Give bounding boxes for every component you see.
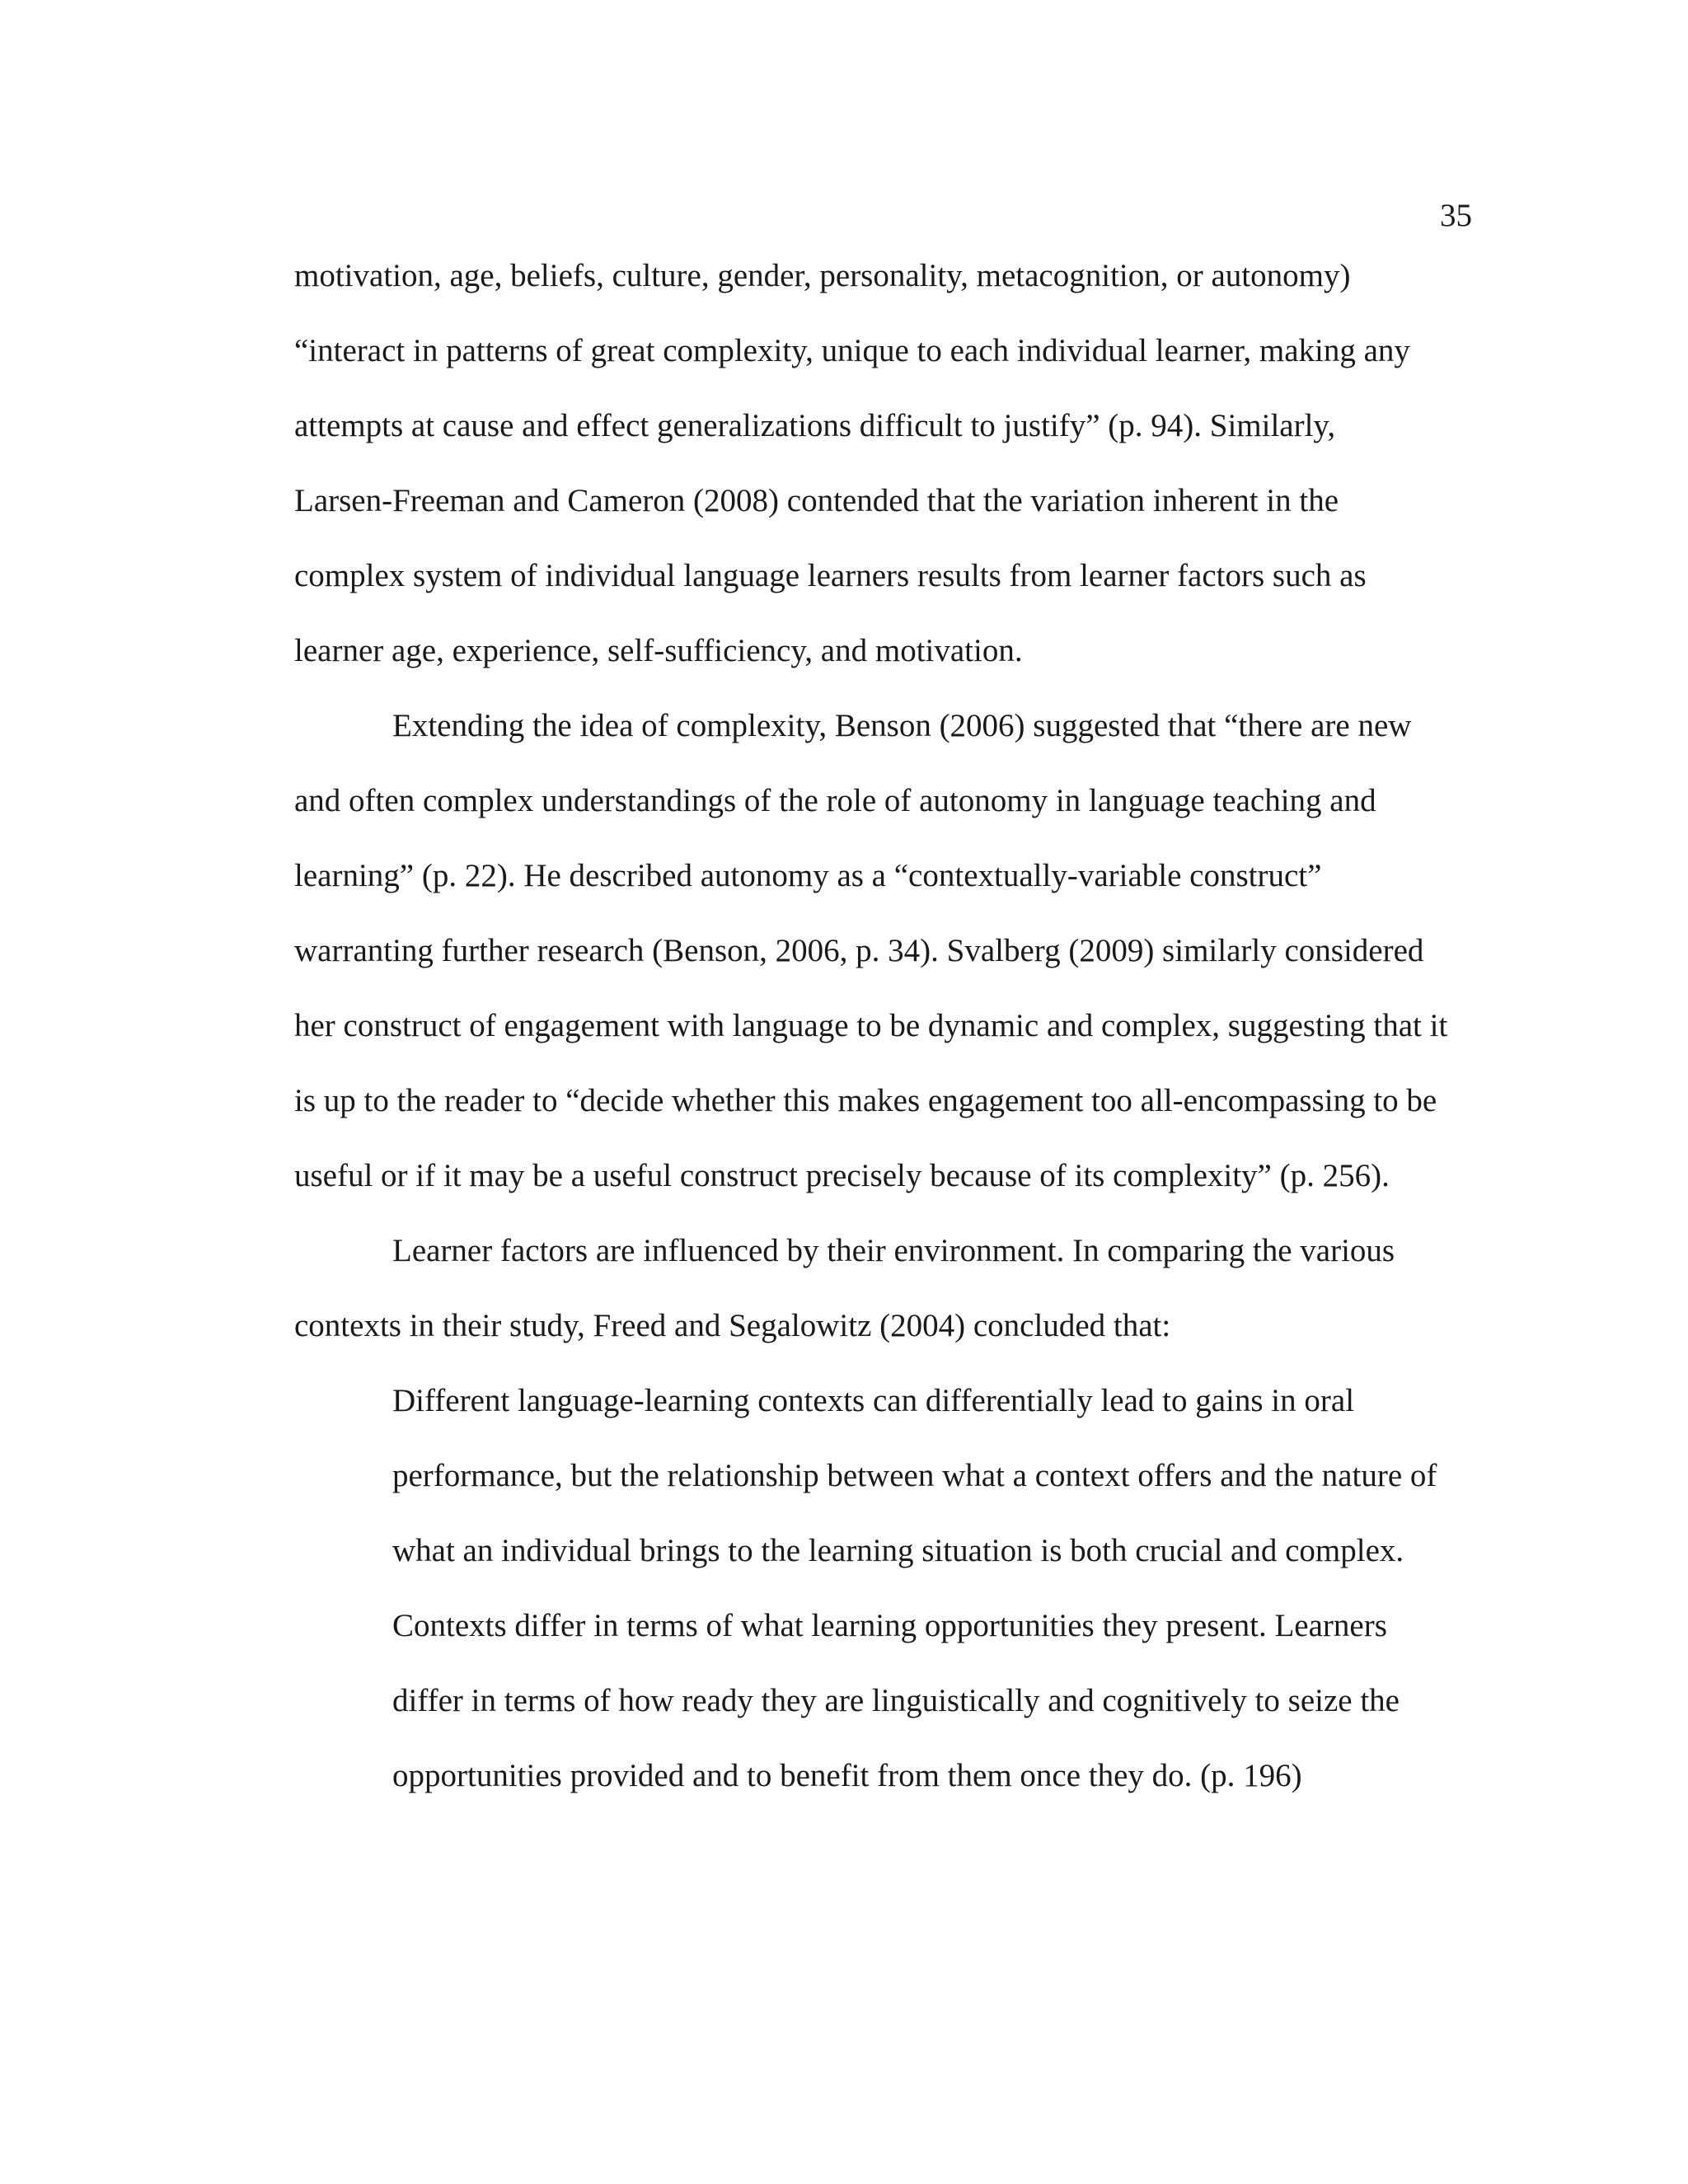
text-line: “interact in patterns of great complexity, unique to each individual learner, making any [294, 333, 1410, 368]
text-line: warranting further research (Benson, 2006, p. 34). Svalberg (2009) similarly considered [294, 933, 1424, 968]
page-number: 35 [1440, 198, 1472, 233]
quote-line: performance, but the relationship between what a context offers and the nature of [392, 1458, 1437, 1493]
text-line: useful or if it may be a useful construct precisely because of its complexity” (p. 256). [294, 1158, 1390, 1193]
text-line: contexts in their study, Freed and Segalowitz (2004) concluded that: [294, 1308, 1171, 1343]
paragraph-continuation [294, 256, 1475, 706]
text-line: her construct of engagement with language to be dynamic and complex, suggesting that it [294, 1008, 1448, 1043]
quote-line: Contexts differ in terms of what learning opportunities they present. Learners [392, 1608, 1387, 1643]
block-quote [294, 1381, 1475, 1831]
text-line: complex system of individual language learners results from learner factors such as [294, 558, 1367, 593]
text-line-first-indent: Learner factors are influenced by their environment. In comparing the various [392, 1233, 1395, 1268]
quote-line: differ in terms of how ready they are linguistically and cognitively to seize the [392, 1683, 1400, 1718]
text-line-first-indent: Extending the idea of complexity, Benson (2006) suggested that “there are new [392, 708, 1412, 743]
quote-line: what an individual brings to the learning situation is both crucial and complex. [392, 1533, 1404, 1568]
paragraph-learner-factors [294, 1231, 1475, 1381]
text-line: and often complex understandings of the role of autonomy in language teaching and [294, 783, 1376, 818]
text-line: learner age, experience, self-sufficiency, and motivation. [294, 633, 1023, 668]
text-line: Larsen-Freeman and Cameron (2008) contended that the variation inherent in the [294, 483, 1339, 518]
text-line: is up to the reader to “decide whether this makes engagement too all-encompassing to be [294, 1083, 1437, 1118]
quote-line: opportunities provided and to benefit from them once they do. (p. 196) [392, 1758, 1302, 1793]
text-line: attempts at cause and effect generalizations difficult to justify” (p. 94). Similarly, [294, 408, 1336, 443]
paragraph-complexity [294, 706, 1475, 1231]
quote-line: Different language-learning contexts can differentially lead to gains in oral [392, 1383, 1355, 1418]
text-line: learning” (p. 22). He described autonomy as a “contextually-variable construct” [294, 858, 1322, 893]
body-text [294, 256, 1475, 1831]
text-line: motivation, age, beliefs, culture, gender, personality, metacognition, or autonomy) [294, 258, 1351, 293]
